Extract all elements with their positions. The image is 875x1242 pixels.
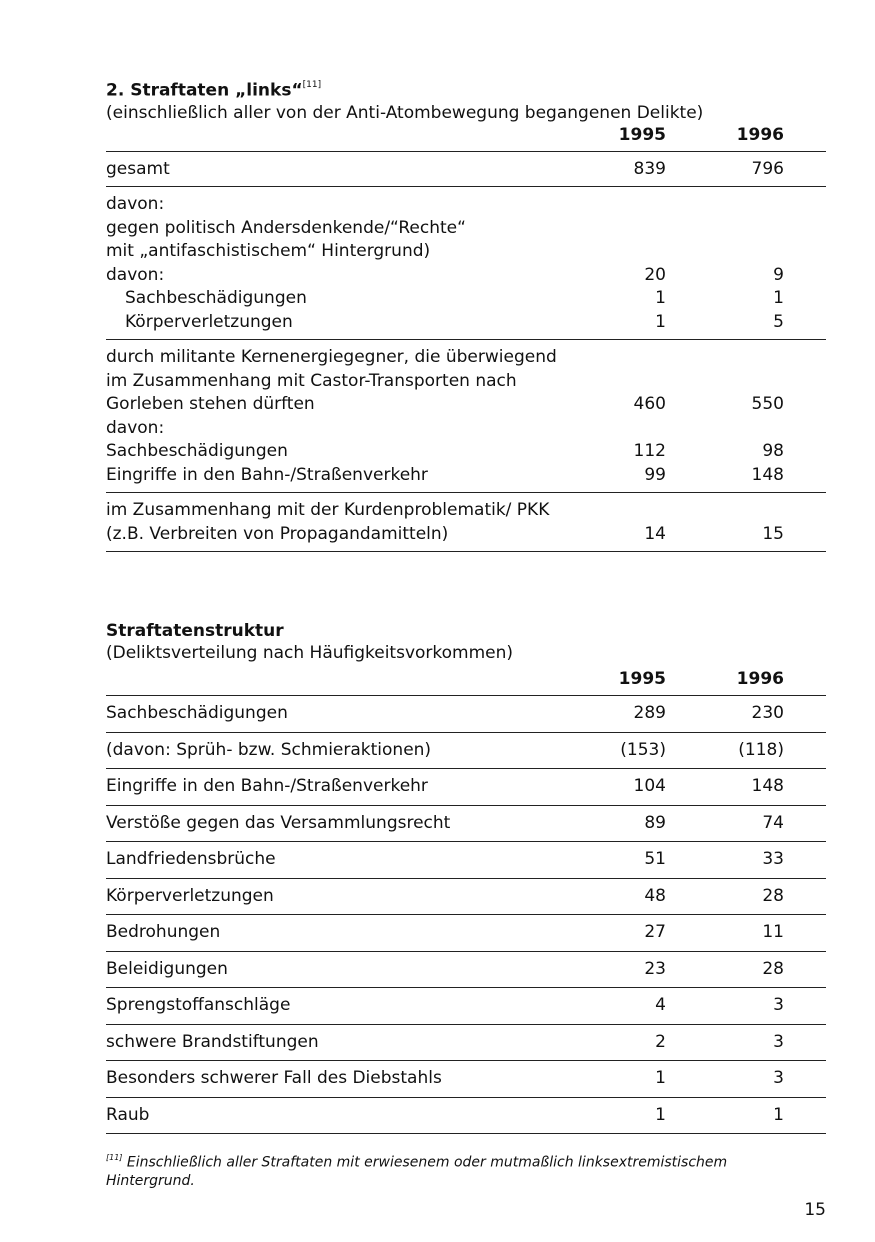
row-label: (z.B. Verbreiten von Propagandamitteln) — [106, 523, 449, 544]
table-row — [106, 440, 826, 464]
row-label: gesamt — [106, 158, 170, 179]
value-1996: 3 — [773, 1031, 784, 1052]
page-number: 15 — [804, 1200, 826, 1220]
value-1995: 1 — [655, 1068, 666, 1088]
value-1996: 33 — [762, 849, 784, 869]
table-row — [106, 733, 826, 770]
row-label: Bedrohungen — [106, 922, 221, 942]
row-label: Besonders schwerer Fall des Diebstahls — [106, 1068, 442, 1088]
table-row — [106, 952, 826, 989]
value-1995: 99 — [644, 464, 666, 485]
table-row — [106, 523, 826, 547]
table-row — [106, 393, 826, 417]
value-1996: 148 — [751, 776, 784, 796]
value-1995: 289 — [633, 703, 666, 723]
year-1996: 1996 — [736, 669, 784, 689]
table-row — [106, 696, 826, 733]
table-row — [106, 988, 826, 1025]
table-block-kernenergie — [106, 340, 826, 493]
value-1995: 27 — [644, 922, 666, 942]
table-row — [106, 1098, 826, 1135]
table-block-pkk — [106, 493, 826, 552]
value-1995: 1 — [655, 288, 666, 309]
row-label: Gorleben stehen dürften — [106, 394, 315, 415]
value-1996: 15 — [762, 523, 784, 544]
year-1995: 1995 — [618, 669, 666, 689]
value-1995: 14 — [644, 523, 666, 544]
table-row — [106, 842, 826, 879]
year-1995: 1995 — [618, 124, 666, 145]
value-1996: 550 — [751, 394, 784, 415]
footnote-reference[interactable]: [11] — [302, 80, 322, 90]
footnote-text: Einschließlich aller Straftaten mit erwiesenem oder mutmaßlich linksextremistischem Hintergrund. — [106, 1154, 728, 1189]
value-1996: 74 — [762, 812, 784, 833]
value-1996: 11 — [762, 922, 784, 942]
value-1995: 1 — [655, 1104, 666, 1125]
table-row — [106, 264, 826, 288]
row-label: Sprengstoffanschläge — [106, 995, 291, 1015]
table-row-total — [106, 152, 826, 188]
value-1996: 9 — [773, 264, 784, 285]
value-1996: (118) — [738, 739, 784, 760]
value-1996: 28 — [762, 958, 784, 979]
table-row — [106, 915, 826, 952]
row-label: Körperverletzungen — [106, 885, 274, 906]
table-row — [106, 311, 826, 335]
table-row — [106, 769, 826, 806]
value-1996: 5 — [773, 311, 784, 332]
value-1995: 48 — [644, 885, 666, 906]
value-1995: 1 — [655, 311, 666, 332]
section-straftaten-links — [106, 76, 826, 552]
footnote — [106, 1150, 766, 1190]
year-header — [106, 669, 826, 696]
table-row — [106, 287, 826, 311]
row-label: mit „antifaschistischem“ Hintergrund) — [106, 241, 431, 262]
row-label: Raub — [106, 1104, 150, 1125]
section-subtitle: (Deliktsverteilung nach Häufigkeitsvorkommen) — [106, 643, 514, 663]
section-title: Straftatenstruktur — [106, 621, 284, 641]
section-straftatenstruktur — [106, 620, 826, 1134]
row-label: davon: — [106, 194, 165, 215]
footnote-marker: [11] — [106, 1153, 123, 1162]
table-block-antifa — [106, 187, 826, 340]
value-1996: 230 — [751, 703, 784, 723]
value-1995: (153) — [620, 739, 666, 760]
row-label: (davon: Sprüh- bzw. Schmieraktionen) — [106, 739, 432, 760]
value-1995: 112 — [633, 441, 666, 462]
year-1996: 1996 — [736, 124, 784, 145]
value-1995: 20 — [644, 264, 666, 285]
row-label: davon: — [106, 264, 165, 285]
row-label: schwere Brandstiftungen — [106, 1031, 319, 1052]
table-row — [106, 464, 826, 488]
value-1995: 460 — [633, 394, 666, 415]
row-label: Verstöße gegen das Versammlungsrecht — [106, 812, 451, 833]
row-label: im Zusammenhang mit der Kurdenproblematik/ PKK — [106, 500, 550, 521]
row-label: durch militante Kernenergiegegner, die überwiegend — [106, 347, 557, 368]
value-1996: 148 — [751, 464, 784, 485]
table-row — [106, 1025, 826, 1062]
section-title: 2. Straftaten „links“[11] — [106, 80, 322, 101]
table-row — [106, 1061, 826, 1098]
row-label: Sachbeschädigungen — [125, 288, 307, 309]
value-1996: 1 — [773, 288, 784, 309]
row-label: Sachbeschädigungen — [106, 703, 288, 723]
row-label: Körperverletzungen — [125, 311, 293, 332]
value-1995: 23 — [644, 958, 666, 979]
row-label: im Zusammenhang mit Castor-Transporten nach — [106, 370, 517, 391]
row-label: davon: — [106, 417, 165, 438]
value-1995: 2 — [655, 1031, 666, 1052]
value-1996: 3 — [773, 1068, 784, 1088]
value-1996: 28 — [762, 885, 784, 906]
value-1995: 89 — [644, 812, 666, 833]
value-1995: 51 — [644, 849, 666, 869]
value-1995: 4 — [655, 995, 666, 1015]
table-body — [106, 696, 826, 1134]
table-row — [106, 879, 826, 916]
value-1996: 1 — [773, 1104, 784, 1125]
year-header — [106, 125, 826, 152]
value-1995: 104 — [633, 776, 666, 796]
section-subtitle: (einschließlich aller von der Anti-Atombewegung begangenen Delikte) — [106, 102, 704, 123]
row-label: Sachbeschädigungen — [106, 441, 288, 462]
row-label: Eingriffe in den Bahn-/Straßenverkehr — [106, 464, 428, 485]
value-1996: 98 — [762, 441, 784, 462]
row-label: Eingriffe in den Bahn-/Straßenverkehr — [106, 776, 428, 796]
row-label: Beleidigungen — [106, 958, 228, 979]
table-row — [106, 806, 826, 843]
value-1996: 3 — [773, 995, 784, 1015]
value-1995: 839 — [633, 158, 666, 179]
value-1996: 796 — [751, 158, 784, 179]
row-label: gegen politisch Andersdenkende/“Rechte“ — [106, 217, 466, 238]
row-label: Landfriedensbrüche — [106, 849, 276, 869]
